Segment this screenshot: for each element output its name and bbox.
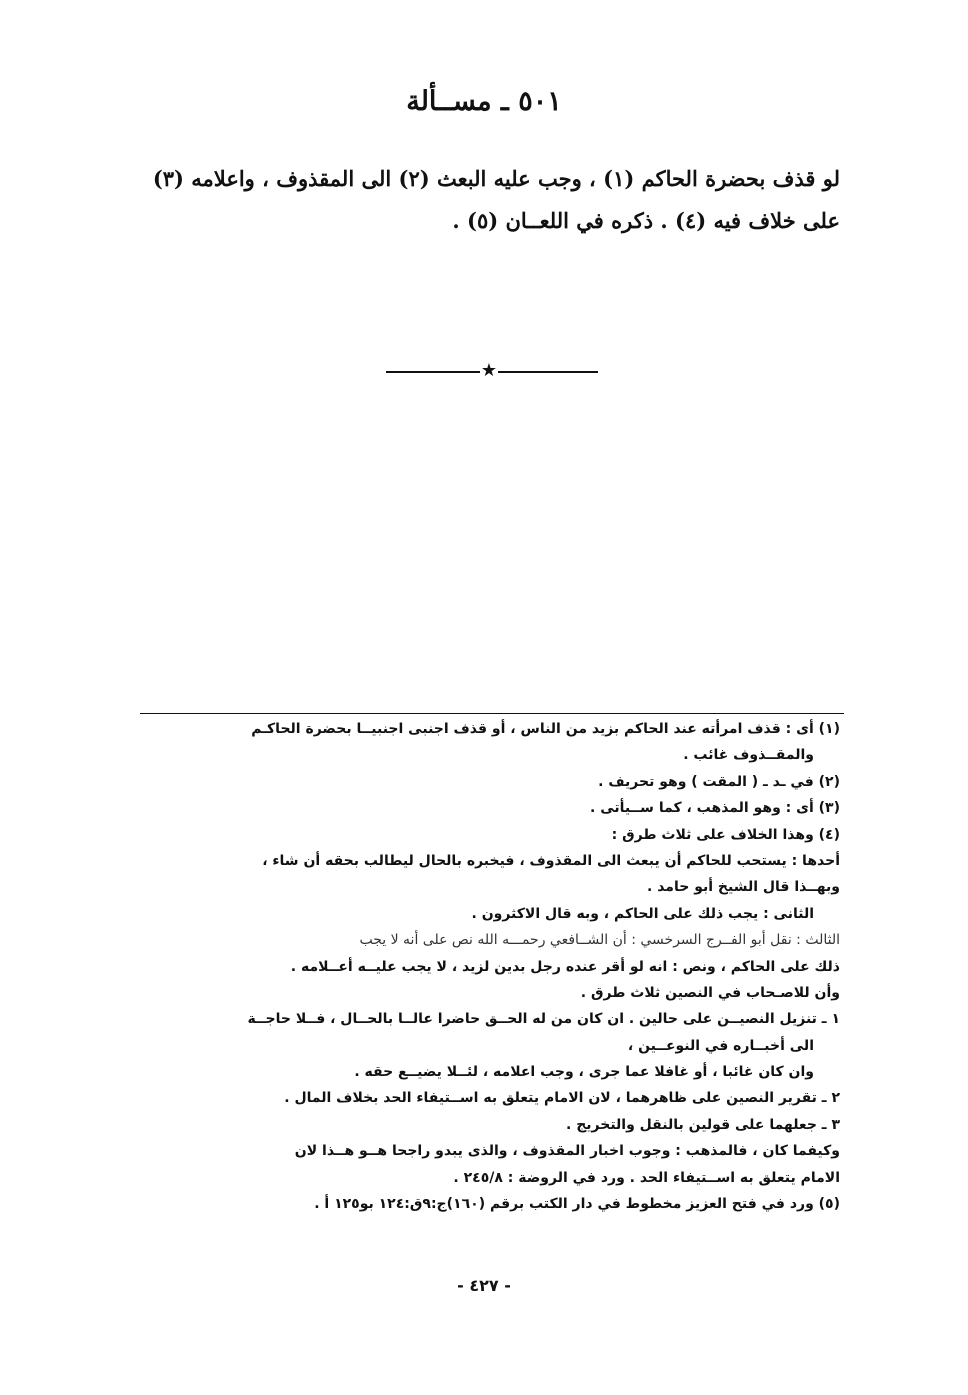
footnote-line: الثالث : نقل أبو الفــرج السرخسي : أن الشــافعي رحمـــه الله نص على أنه لا يجب bbox=[359, 932, 840, 949]
footnote-line: (٣) أى : وهو المذهب ، كما ســيأتى . bbox=[590, 800, 840, 817]
footnote-line: ١ ـ تنزيل النصيــن على حالين . ان كان من له الحــق حاضرا عالــا بالحــال ، فــلا حاجــة bbox=[247, 1011, 840, 1028]
separator-line-left bbox=[386, 371, 480, 373]
separator-line-right bbox=[498, 371, 598, 373]
footnote-line: (٤) وهذا الخلاف على ثلاث طرق : bbox=[611, 826, 840, 843]
footnote-line: والمقــذوف غائب . bbox=[683, 747, 814, 764]
main-line: لو قذف بحضرة الحاكم (١) ، وجب عليه البعث (٢) الى المقذوف ، واعلامه (٣) bbox=[152, 166, 840, 191]
footnote-line: الثانى : يجب ذلك على الحاكم ، وبه قال الاكثرون . bbox=[471, 905, 814, 922]
main-text bbox=[120, 158, 840, 242]
footnote-line: ٢ ـ تقرير النصين على ظاهرهما ، لان الامام يتعلق به اســتيفاء الحد بخلاف المال . bbox=[284, 1090, 840, 1107]
section-separator bbox=[386, 362, 598, 382]
main-line: على خلاف فيه (٤) . ذكره في اللعــان (٥) . bbox=[452, 208, 840, 233]
footnote-line: وان كان غائبا ، أو غافلا عما جرى ، وجب اعلامه ، لئــلا يضيــع حقه . bbox=[354, 1064, 814, 1081]
footnote-line: وأن للاصـحاب في النصين ثلاث طرق . bbox=[580, 984, 840, 1001]
footnote-line: ٣ ـ جعلهما على قولين بالنقل والتخريج . bbox=[566, 1116, 840, 1133]
footnote-line: الى أخبــاره في النوعــين ، bbox=[627, 1037, 814, 1054]
footnote-line: وكيفما كان ، فالمذهب : وجوب اخبار المقذوف ، والذى يبدو راجحا هــو هــذا لان bbox=[294, 1143, 840, 1160]
footnote-line: وبهــذا قال الشيخ أبو حامد . bbox=[647, 879, 840, 896]
star-icon: ★ bbox=[480, 360, 498, 381]
footnote-line: (١) أى : قذف امرأته عند الحاكم بزيد من الناس ، أو قذف اجنبى اجنبيــا بحضرة الحاكـم bbox=[251, 721, 840, 737]
footnotes bbox=[140, 716, 840, 1217]
footnote-rule bbox=[140, 713, 844, 714]
footnote-line: (٥) ورد في فتح العزيز مخطوط في دار الكتب برقم (١٦٠)ج:٩ق:١٢٤ بو١٢٥ أ . bbox=[314, 1196, 840, 1213]
footnote-line: ذلك على الحاكم ، ونص : انه لو أقر عنده رجل بدين لزيد ، لا يجب عليــه أعــلامه . bbox=[290, 958, 840, 975]
footnote-line: أحدها : يستحب للحاكم أن يبعث الى المقذوف ، فيخبره بالحال ليطالب بحقه أن شاء ، bbox=[262, 852, 840, 869]
issue-heading: ٥٠١ ـ مســألة bbox=[406, 86, 562, 117]
page-number: - ٤٢٧ - bbox=[457, 1276, 511, 1295]
footnote-line: الامام يتعلق به اســتيفاء الحد . ورد في الروضة : ٢٤٥/٨ . bbox=[453, 1169, 840, 1186]
footnote-line: (٢) في ـد ـ ( المقت ) وهو تحريف . bbox=[598, 773, 840, 790]
